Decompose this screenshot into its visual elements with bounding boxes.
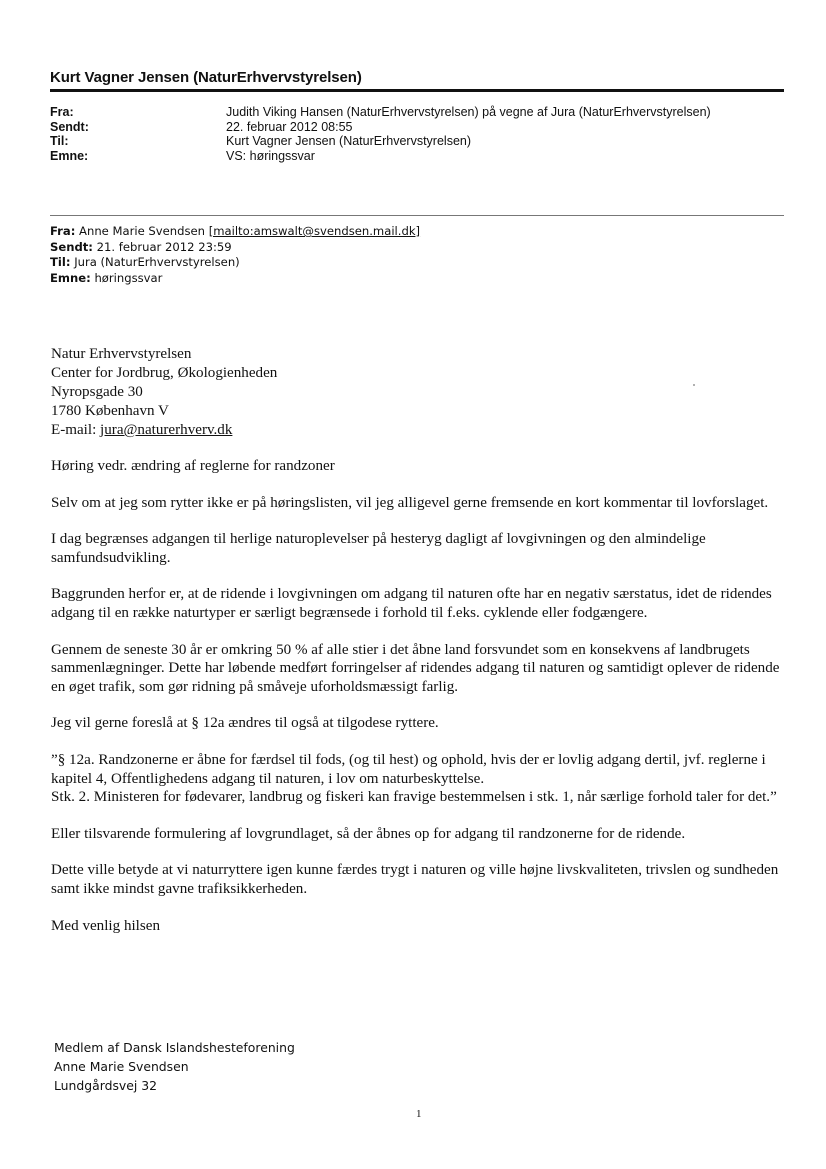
fwd-from-row: [50, 224, 420, 240]
header-from-value: Judith Viking Hansen (NaturErhvervstyrelsen) på vegne af Jura (NaturErhvervstyrelsen): [226, 105, 711, 119]
page-title: Kurt Vagner Jensen (NaturErhvervstyrelsen): [50, 69, 362, 86]
fwd-from-name: Anne Marie Svendsen: [79, 224, 205, 238]
email-prefix: E-mail:: [51, 422, 101, 438]
quoted-law-text: ”§ 12a. Randzonerne er åbne for færdsel til fods, (og til hest) og ophold, hvis der er lovlig adgang dertil, jvf. reglerne i kapitel 4, Offentlighedens adgang til naturen, i lov om naturbeskyttelse.: [51, 751, 766, 787]
paragraph: Eller tilsvarende formulering af lovgrundlaget, så der åbnes op for adgang til randzonerne for de ridende.: [51, 825, 686, 842]
fwd-subject-label: Emne:: [50, 270, 91, 285]
header-subject-row: [50, 149, 711, 164]
paragraph: Dette ville betyde at vi naturryttere igen kunne færdes trygt i naturen og ville højne livskvaliteten, trivslen og sundheden samt ikke mindst gavne trafiksikkerheden.: [51, 862, 779, 897]
header-subject-label: Emne:: [50, 148, 89, 163]
fwd-sent-value: 21. februar 2012 23:59: [96, 239, 232, 254]
fwd-from-label: Fra:: [50, 224, 76, 238]
paragraph: Baggrunden herfor er, at de ridende i lovgivningen om adgang til naturen ofte har en negativ særstatus, idet de ridendes adgang til en række naturtyper er særligt begrænsede i forhold til f.eks. cyklende eller fodgængere.: [51, 586, 772, 621]
fwd-subject-row: [50, 271, 420, 287]
fwd-sent-label: Sendt:: [50, 239, 93, 254]
letter-body: [51, 345, 786, 953]
header-sent-value: 22. februar 2012 08:55: [226, 119, 353, 134]
address-line: Nyropsgade 30: [51, 384, 143, 400]
email-link[interactable]: jura@naturerhverv.dk: [100, 422, 233, 438]
page-number: 1: [416, 1108, 422, 1120]
fwd-subject-value: høringssvar: [94, 270, 163, 285]
signature-block: [54, 1038, 295, 1095]
fwd-to-label: Til:: [50, 255, 71, 269]
header-from-row: [50, 105, 711, 120]
address-line: 1780 København V: [51, 403, 169, 419]
forward-divider: [50, 215, 784, 216]
header-to-row: [50, 134, 711, 149]
header-sent-row: [50, 120, 711, 135]
fwd-mailto-link[interactable]: [mailto:amswalt@svendsen.mail.dk]: [208, 224, 421, 238]
address-line: Natur Erhvervstyrelsen: [51, 346, 192, 362]
closing: Med venlig hilsen: [51, 917, 160, 934]
signature-line: Anne Marie Svendsen: [54, 1059, 189, 1074]
fwd-to-row: [50, 255, 420, 271]
title-divider: [50, 89, 784, 92]
recipient-address: [51, 345, 786, 440]
header-to-label: Til:: [50, 134, 69, 148]
signature-line: Lundgårdsvej 32: [54, 1078, 158, 1093]
header-sent-label: Sendt:: [50, 119, 89, 134]
fwd-sent-row: [50, 240, 420, 256]
address-email-line: [51, 421, 786, 440]
signature-line: Medlem af Dansk Islandshesteforening: [54, 1040, 295, 1055]
paragraph: Selv om at jeg som rytter ikke er på høringslisten, vil jeg alligevel gerne fremsende en kort kommentar til lovforslaget.: [51, 494, 769, 511]
header-subject-value: VS: høringssvar: [226, 148, 315, 163]
address-line: Center for Jordbrug, Økologienheden: [51, 365, 278, 381]
header-to-value: Kurt Vagner Jensen (NaturErhvervstyrelsen): [226, 134, 472, 148]
forwarded-header: [50, 224, 420, 286]
fwd-to-value: Jura (NaturErhvervstyrelsen): [74, 255, 240, 269]
paragraph: Jeg vil gerne foreslå at § 12a ændres til også at tilgodese ryttere.: [51, 715, 439, 732]
paragraph: I dag begrænses adgangen til herlige naturoplevelser på hesteryg dagligt af lovgivningen og den almindelige samfundsudvikling.: [51, 531, 706, 566]
header-from-label: Fra:: [50, 105, 74, 119]
paragraph: Gennem de seneste 30 år er omkring 50 % af alle stier i det åbne land forsvundet som en konsekvens af landbrugets sammenlægninger. Dette har løbende medført forringelser af ridendes adgang til naturen og samtidigt oplever de ridende en øget trafik, som gør ridning på småveje uforholdsmæssigt farlig.: [51, 641, 780, 695]
quoted-law-text: Stk. 2. Ministeren for fødevarer, landbrug og fiskeri kan fravige bestemmelsen i stk. 1, når særlige forhold taler for det.”: [51, 789, 777, 806]
subject-line: Høring vedr. ændring af reglerne for randzoner: [51, 458, 335, 474]
email-header: [50, 105, 711, 163]
